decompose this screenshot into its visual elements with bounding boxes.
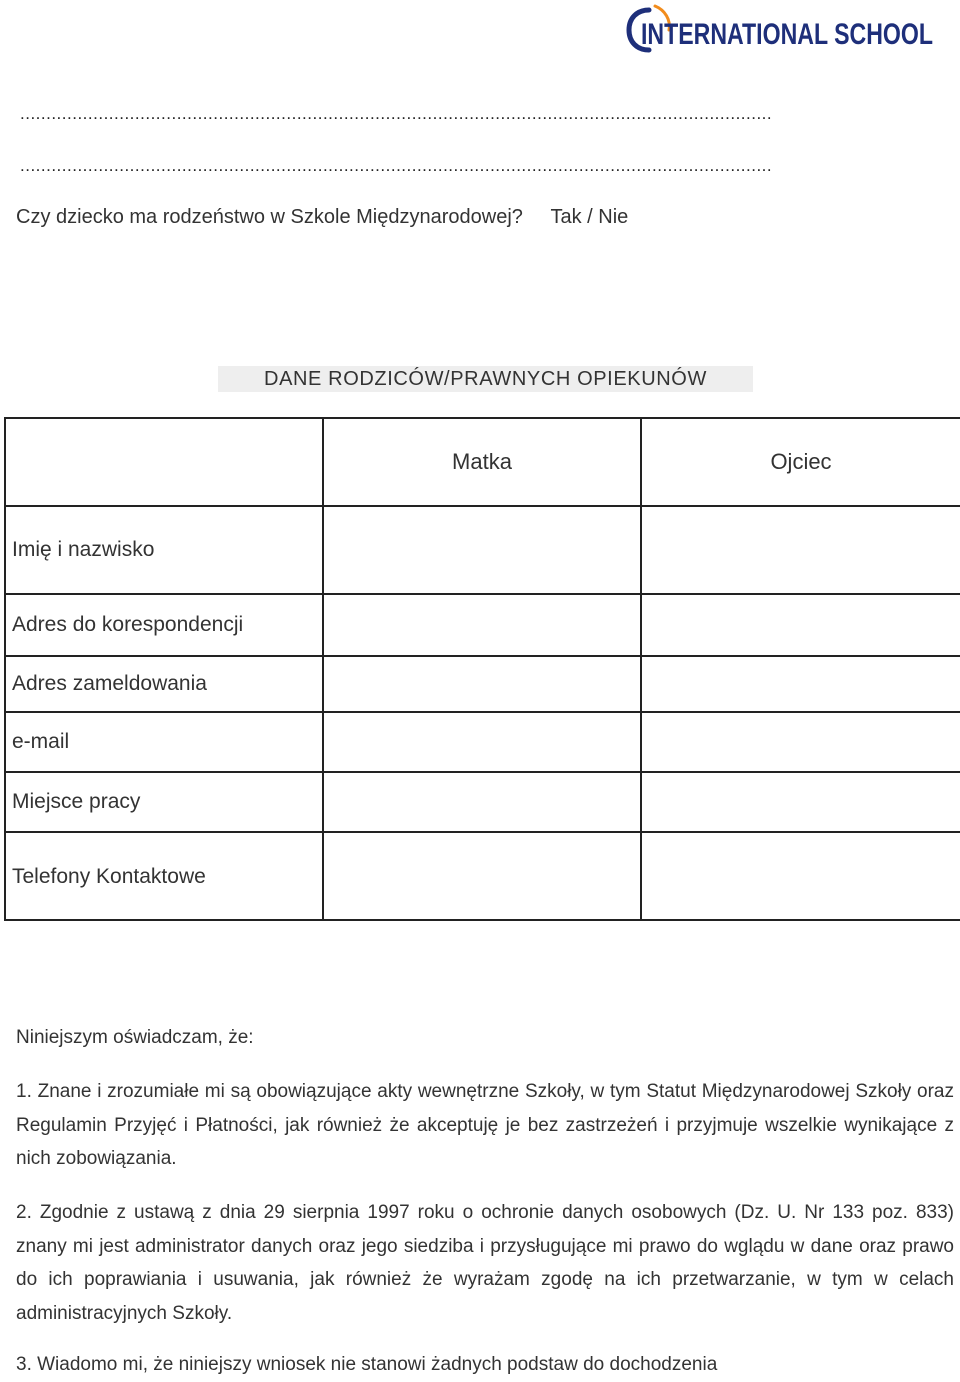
declaration-point-2: 2. Zgodnie z ustawą z dnia 29 sierpnia 1997 roku o ochronie danych osobowych (Dz. U. Nr 133 poz. 833) znany mi jest administrator danych oraz jego siedziba i przysługujące mi prawo do wglądu w dane oraz prawo do ich poprawiania i usuwania, jak również że wyrażam zgodę na ich przetwarzanie, w tym w celach administracyjnych Szkoły. <box>16 1202 954 1324</box>
mother-email-field[interactable] <box>323 712 641 772</box>
sibling-question-text: Czy dziecko ma rodzeństwo w Szkole Międzynarodowej? <box>16 206 523 228</box>
row-label-correspondence-address: Adres do korespondencji <box>5 594 323 656</box>
declaration-point-1: 1. Znane i zrozumiałe mi są obowiązujące akty wewnętrzne Szkoły, w tym Statut Międzynarodowej Szkoły oraz Regulamin Przyjęć i Płatności, jak również że akceptuję je bez zastrzeżeń i przyjmuje wszelkie wynikające z nich zobowiązania. <box>16 1081 954 1169</box>
table-header-row <box>5 418 960 506</box>
father-registered-address-field[interactable] <box>641 656 960 712</box>
row-label-registered-address: Adres zameldowania <box>5 656 323 712</box>
school-logo <box>625 4 937 54</box>
mother-registered-address-field[interactable] <box>323 656 641 712</box>
table-row <box>5 656 960 712</box>
father-correspondence-address-field[interactable] <box>641 594 960 656</box>
father-name-field[interactable] <box>641 506 960 594</box>
logo-text: INTERNATIONAL SCHOOL <box>641 18 933 51</box>
declaration-point-3: 3. Wiadomo mi, że niniejszy wniosek nie stanowi żadnych podstaw do dochodzenia <box>16 1354 718 1375</box>
sibling-question <box>16 206 628 229</box>
column-header-mother: Matka <box>323 418 641 506</box>
parents-section-title: DANE RODZICÓW/PRAWNYCH OPIEKUNÓW <box>218 366 753 392</box>
table-row <box>5 772 960 832</box>
father-email-field[interactable] <box>641 712 960 772</box>
row-label-email: e-mail <box>5 712 323 772</box>
table-row <box>5 594 960 656</box>
column-header-father: Ojciec <box>641 418 960 506</box>
row-label-name: Imię i nazwisko <box>5 506 323 594</box>
mother-phones-field[interactable] <box>323 832 641 920</box>
sibling-answer-options[interactable]: Tak / Nie <box>550 206 629 228</box>
dotted-line-1: ................................................................................................................................................ <box>20 104 773 123</box>
row-label-phones: Telefony Kontaktowe <box>5 832 323 920</box>
father-phones-field[interactable] <box>641 832 960 920</box>
mother-workplace-field[interactable] <box>323 772 641 832</box>
row-label-workplace: Miejsce pracy <box>5 772 323 832</box>
table-row <box>5 832 960 920</box>
dotted-line-2: ................................................................................................................................................ <box>20 156 773 175</box>
parents-table <box>4 417 960 921</box>
mother-name-field[interactable] <box>323 506 641 594</box>
corner-cell <box>5 418 323 506</box>
declaration-intro: Niniejszym oświadczam, że: <box>16 1027 254 1048</box>
school-logo-emblem <box>625 4 937 54</box>
table-row <box>5 506 960 594</box>
table-row <box>5 712 960 772</box>
mother-correspondence-address-field[interactable] <box>323 594 641 656</box>
father-workplace-field[interactable] <box>641 772 960 832</box>
